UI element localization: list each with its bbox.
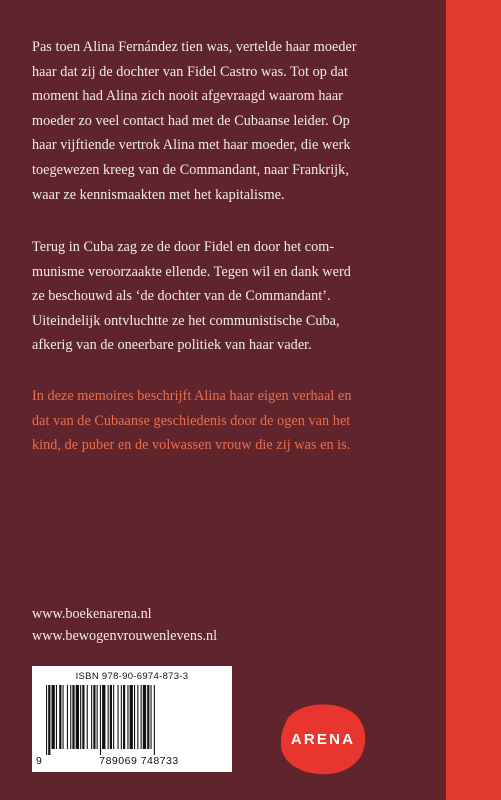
barcode-lead-digit: 9 [36, 755, 43, 767]
logo-wordmark: ARENA [290, 731, 356, 748]
blurb-paragraph-highlight: In deze memoires beschrijft Alina haar eigen verhaal en dat van de Cubaanse geschiedenis door de ogen van het kind, de puber en de volwassen vrouw die zij was en is. [32, 388, 352, 454]
blurb-paragraph-2: Terug in Cuba zag ze de door Fidel en door het com- munisme veroorzaakte ellende. Tegen wil en dank werd ze beschouwd als ‘de dochter van de Commandant’. Uiteindelijk ontvluchtte ze het communistische Cuba, afkerig van de oneerbare politiek van haar vader. [32, 239, 351, 354]
website-link-bewogenvrouwenlevens[interactable]: www.bewogenvrouwenlevens.nl [32, 628, 218, 644]
website-link-boekenarena[interactable]: www.boekenarena.nl [32, 606, 152, 622]
barcode-bars [46, 685, 218, 755]
barcode-digits: 789069 748733 [99, 755, 179, 767]
website-list [32, 603, 217, 647]
isbn-barcode [32, 666, 232, 772]
blurb-paragraph-1: Pas toen Alina Fernández tien was, vertelde haar moeder haar dat zij de dochter van Fidel Castro was. Tot op dat moment had Alina zich nooit afgevraagd waarom haar moeder zo veel contact had met de Cubaanse leider. Op haar vijftiende vertrok Alina met haar moeder, die werk toegewezen kreeg van de Commandant, naar Frankrijk, waar ze kennismaakten met het kapitalisme. [32, 39, 357, 203]
arena-publisher-logo [278, 702, 368, 782]
isbn-label: ISBN 978-90-6974-873-3 [75, 671, 189, 682]
